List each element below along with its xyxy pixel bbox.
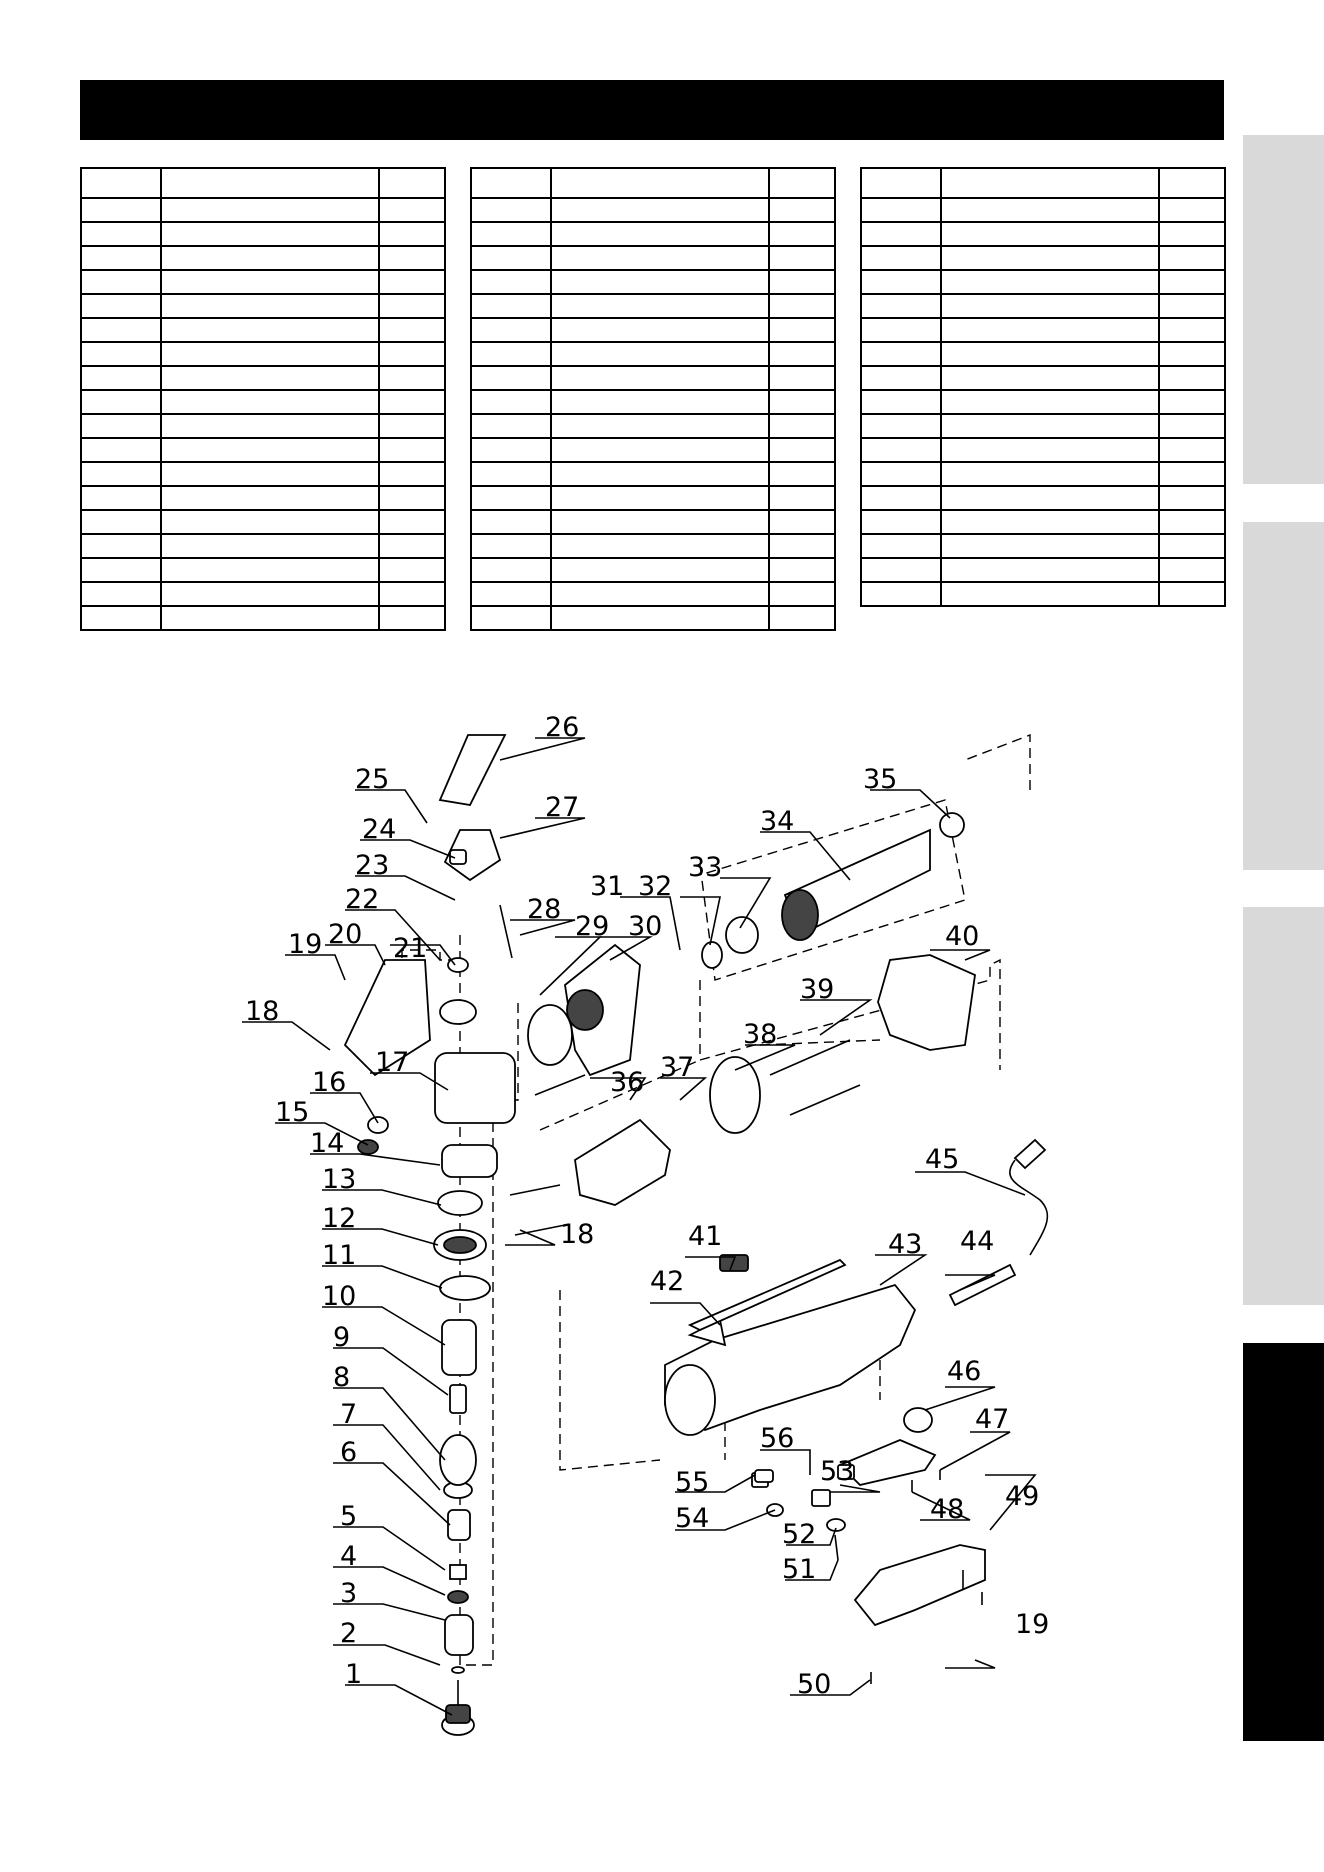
callout-28: 28: [527, 894, 562, 925]
callout-43: 43: [888, 1229, 923, 1260]
callout-42: 42: [650, 1266, 685, 1297]
callout-1: 1: [345, 1659, 363, 1690]
callout-33: 33: [688, 852, 723, 883]
callout-51: 51: [782, 1554, 817, 1585]
callout-5: 5: [340, 1501, 358, 1532]
callout-35: 35: [863, 764, 898, 795]
callout-23: 23: [355, 850, 390, 881]
callout-38: 38: [743, 1019, 778, 1050]
callout-4: 4: [340, 1541, 358, 1572]
callout-17: 17: [375, 1047, 410, 1078]
callout-26: 26: [545, 712, 580, 743]
callout-13: 13: [322, 1164, 357, 1195]
callout-32: 32: [638, 871, 673, 902]
callout-50: 50: [797, 1669, 832, 1700]
callout-19-left: 19: [288, 929, 323, 960]
callout-56: 56: [760, 1423, 795, 1454]
callout-37: 37: [660, 1052, 695, 1083]
callout-52: 52: [782, 1519, 817, 1550]
rear-cover-parts: [855, 1545, 985, 1684]
callout-22: 22: [345, 884, 380, 915]
callout-10: 10: [322, 1281, 357, 1312]
callout-19-right: 19: [1015, 1609, 1050, 1640]
callout-18-right: 18: [560, 1219, 595, 1250]
callout-39: 39: [800, 974, 835, 1005]
callout-25: 25: [355, 764, 390, 795]
callout-34: 34: [760, 806, 795, 837]
callout-12: 12: [322, 1203, 357, 1234]
callout-6: 6: [340, 1437, 358, 1468]
callout-45: 45: [925, 1144, 960, 1175]
handle-cover-parts: [510, 1120, 670, 1235]
callout-20: 20: [328, 919, 363, 950]
callout-36: 36: [610, 1067, 645, 1098]
callout-44: 44: [960, 1226, 995, 1257]
callout-48: 48: [930, 1494, 965, 1525]
callout-7: 7: [340, 1399, 358, 1430]
callout-54: 54: [675, 1503, 710, 1534]
callout-11: 11: [322, 1240, 357, 1271]
callout-14: 14: [310, 1128, 345, 1159]
callout-49: 49: [1005, 1481, 1040, 1512]
callout-53: 53: [820, 1456, 855, 1487]
callout-47: 47: [975, 1404, 1010, 1435]
callout-18-left: 18: [245, 996, 280, 1027]
callout-21: 21: [393, 933, 428, 964]
callout-29: 29: [575, 911, 610, 942]
callout-15: 15: [275, 1097, 310, 1128]
callout-3: 3: [340, 1578, 358, 1609]
callout-16: 16: [312, 1067, 347, 1098]
callout-30: 30: [628, 911, 663, 942]
callout-55: 55: [675, 1467, 710, 1498]
callout-46: 46: [947, 1356, 982, 1387]
callout-41: 41: [688, 1221, 723, 1252]
callout-31: 31: [590, 871, 625, 902]
callout-24: 24: [362, 814, 397, 845]
callout-40: 40: [945, 921, 980, 952]
callout-9: 9: [333, 1322, 351, 1353]
motor-armature-parts: [702, 813, 964, 968]
callout-8: 8: [333, 1362, 351, 1393]
callout-2: 2: [340, 1618, 358, 1649]
callout-27: 27: [545, 792, 580, 823]
